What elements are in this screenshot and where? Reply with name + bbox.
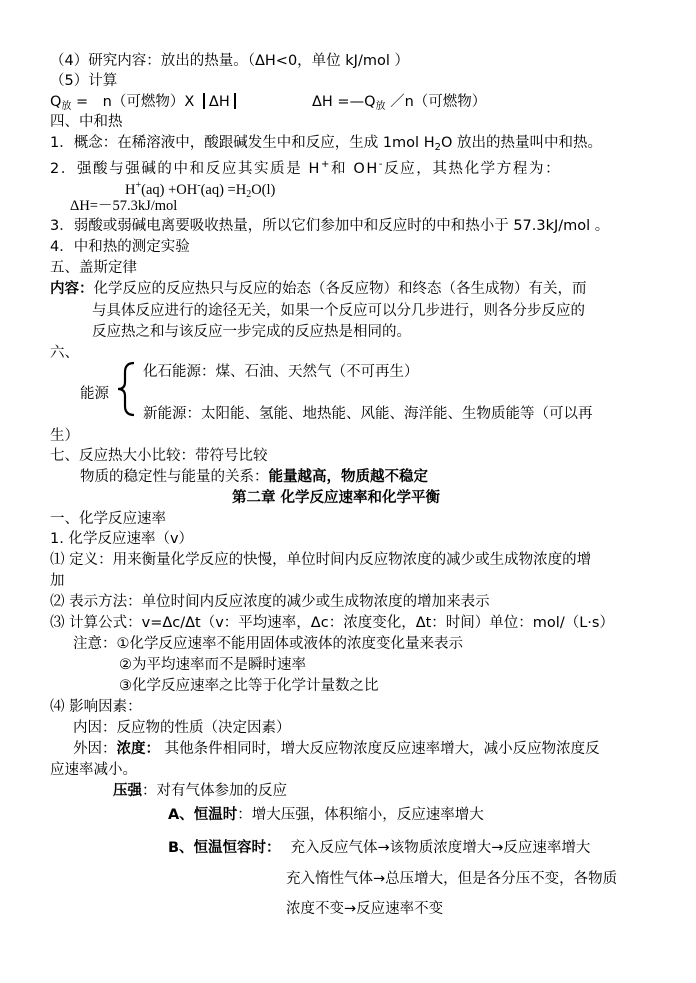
line-delta-h-value: ΔH=－57.3kJ/mol (70, 198, 178, 214)
line-rate-symbol: 1. 化学反应速率（v） (50, 531, 194, 547)
line-expression: ⑵ 表示方法：单位时间内反应浓度的减少或生成物浓度的增加来表示 (50, 594, 490, 610)
line-note-2: ②为平均速率而不是瞬时速率 (119, 657, 306, 673)
line-hess-3: 反应热之和与该反应一步完成的反应热是相同的。 (92, 324, 411, 340)
line-constant-temp-vol: B、恒温恒容时： 充入反应气体→该物质浓度增大→反应速率增大 (168, 840, 591, 856)
line-formula: ⑶ 计算公式：v=Δc/Δt（v：平均速率，Δc：浓度变化，Δt：时间）单位：mol/（L·s） (50, 615, 614, 631)
line-q-formula: $Q_放$ = n（可燃物）X ΔH (50, 92, 240, 117)
line-neutral-concept: 1．概念：在稀溶液中，酸跟碱发生中和反应，生成 1mol $H_2O$ 放出的热量叫中和热。 (50, 135, 603, 153)
line-stability: 物质的稳定性与能量的关系：能量越高，物质越不稳定 (80, 469, 428, 485)
line-note-3: ③化学反应速率之比等于化学计量数之比 (119, 678, 379, 694)
line-external-factor: 外因：浓度： 其他条件相同时，增大反应物浓度反应速率增大，减小反应物浓度反 (73, 741, 600, 757)
section-7-heading: 七、反应热大小比较：带符号比较 (50, 448, 268, 464)
line-new-energy-cont: 生） (50, 428, 79, 444)
section-4-heading: 四、中和热 (50, 114, 123, 130)
line-note-1: 注意：①化学反应速率不能用固体或液体的浓度变化量来表示 (73, 636, 463, 652)
line-internal-factor: 内因：反应物的性质（决定因素） (73, 720, 291, 736)
line-dh-formula: $\Delta H =—Q_放$ ／n（可燃物） (312, 94, 487, 112)
line-inert-gas-cont: 浓度不变→反应速率不变 (286, 901, 444, 917)
line-hess-2: 与具体反应进行的途径无关，如果一个反应可以分几步进行，则各分步反应的 (92, 303, 585, 319)
line-fossil-energy: 化石能源：煤、石油、天然气（不可再生） (143, 364, 419, 380)
section-5-heading: 五、盖斯定律 (50, 260, 137, 276)
line-research-content: （4）研究内容：放出的热量。（ΔH<0，单位 kJ/mol ） (50, 53, 409, 69)
line-pressure: 压强：对有气体参加的反应 (113, 783, 287, 799)
equation-neutralization: $H^+(aq) +OH^-(aq) =H_2O(l)$ (125, 180, 276, 200)
line-calc-heading: （5）计算 (50, 73, 118, 89)
section-6-heading: 六、 (50, 345, 79, 361)
line-factors: ⑷ 影响因素： (50, 699, 142, 715)
line-external-factor-cont: 应速率减小。 (50, 762, 137, 778)
line-measurement-exp: 4．中和热的测定实验 (50, 239, 190, 255)
line-definition-cont: 加 (50, 573, 65, 589)
abs-bar-right (234, 93, 236, 109)
label-energy: 能源 (80, 386, 109, 402)
line-strong-acid-base: 2．强酸与强碱的中和反应其实质是 H+和 OH-反应，其热化学方程为： (50, 159, 562, 177)
curly-brace-icon (114, 360, 136, 418)
chapter-2-title: 第二章 化学反应速率和化学平衡 (232, 490, 441, 506)
line-weak-acid: 3．弱酸或弱碱电离要吸收热量，所以它们参加中和反应时的中和热小于 57.3kJ/mol 。 (50, 218, 610, 234)
line-constant-temp: A、恒温时：增大压强，体积缩小，反应速率增大 (168, 807, 484, 823)
abs-bar-left (203, 93, 205, 109)
line-definition: ⑴ 定义：用来衡量化学反应的快慢，单位时间内反应物浓度的减少或生成物浓度的增 (50, 552, 592, 568)
subsection-reaction-rate: 一、化学反应速率 (50, 511, 166, 527)
line-hess-1: 内容：化学反应的反应热只与反应的始态（各反应物）和终态（各生成物）有关，而 (50, 281, 587, 297)
line-inert-gas: 充入惰性气体→总压增大，但是各分压不变，各物质 (286, 871, 618, 887)
line-new-energy: 新能源：太阳能、氢能、地热能、风能、海洋能、生物质能等（可以再 (143, 406, 593, 422)
